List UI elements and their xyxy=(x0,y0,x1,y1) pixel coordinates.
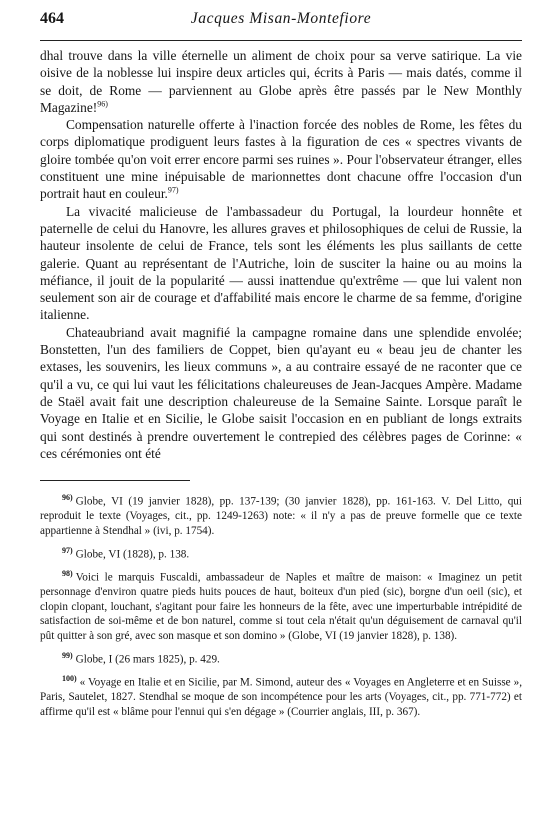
footnote xyxy=(40,672,522,720)
footnote xyxy=(40,649,522,667)
footnote xyxy=(40,567,522,644)
footnote-number: 99) xyxy=(62,650,73,660)
footnote-text: « Voyage en Italie et en Sicilie, par M. Simond, auteur des « Voyages en Angleterre et en Suisse », Paris, Sautelet, 1827. Stendhal se moque de son incompétence pour les arts (Voyages, cit., pp. 771-772) et affirme qu'il est « blâme pour l'ennui qui s'en dégage » (Courrier anglais, III, p. 367). xyxy=(40,676,522,718)
footnote-text: Globe, I (26 mars 1825), p. 429. xyxy=(75,653,220,666)
paragraph xyxy=(40,324,522,462)
page-header xyxy=(40,10,522,41)
body-text xyxy=(40,47,522,462)
footnote xyxy=(40,491,522,539)
footnote-text: Globe, VI (1828), p. 138. xyxy=(75,548,190,561)
paragraph xyxy=(40,47,522,116)
paragraph-text: dhal trouve dans la ville éternelle un aliment de choix pour sa verve satirique. La vie oisive de la noblesse lui inspire deux articles qui, écrits à Paris — mais datés, comme il se doit, de Rome — parviennent au Globe après être passés par le New Monthly Magazine! xyxy=(40,48,522,115)
page-number: 464 xyxy=(40,10,64,27)
paragraph-text: Compensation naturelle offerte à l'inaction forcée des nobles de Rome, les fêtes du corps diplomatique prodiguent leurs fastes à la figuration de ces « spectres vivants de gloire tombée qu'on voit errer encore parmi ses ruines ». Pour l'observateur étranger, elles constituent une mine inépuisable de marionnettes dont chacune offre l'occasion d'un portrait haut en couleur. xyxy=(40,117,522,202)
footnote-number: 96) xyxy=(62,493,73,503)
footnote-number: 97) xyxy=(62,545,73,555)
running-title: Jacques Misan-Montefiore xyxy=(190,10,372,27)
footnote-ref: 96) xyxy=(97,99,108,109)
footnote-text: Voici le marquis Fuscaldi, ambassadeur de Naples et maître de maison: « Imaginez un petit personnage d'environ quatre pieds huits pouces de haut, boiteux d'un pied (sic), borgne d'un oeil (sic), et clopin clopant, louchant, s'agitant pour faire les honneurs de la fête, avec une imperturbable intrépidité de satisfaction de soi-même et de bon naturel, comme si tout cela n'était qu'un déguisement de carnaval qu'il pût quitter à son gré, avec son masque et son domino » (Globe, VI (19 janvier 1828), p. 138). xyxy=(40,571,522,643)
book-page xyxy=(40,10,522,816)
footnote-number: 100) xyxy=(62,674,77,683)
footnotes xyxy=(40,491,522,719)
paragraph xyxy=(40,203,522,324)
footnote-ref: 97) xyxy=(167,185,179,195)
paragraph xyxy=(40,116,522,202)
footnote-number: 98) xyxy=(62,568,73,578)
paragraph-text: Chateaubriand avait magnifié la campagne romaine dans une splendide envolée; Bonstetten, l'un des familiers de Coppet, bien qu'ayant eu « beau jeu de chanter les extases, les souvenirs, les lieux communs », a au contraire essayé de ne raconter que ce qu'il a vu, ce qui lui vaut les félicitations chaleureuses de Jean-Jacques Ampère. Madame de Staël avait fait une description chaleureuse de la Semaine Sainte. Lorsque paraît le Voyage en Italie et en Sicilie, le Globe saisit l'occasion en en publiant de longs extraits qui sont destinés à prendre ouvertement le contrepied des célèbres pages de Corinne: « ces cérémonies ont été xyxy=(40,324,522,461)
footnote-text: Globe, VI (19 janvier 1828), pp. 137-139; (30 janvier 1828), pp. 161-163. V. Del Litto, qui reproduit le texte (Voyages, cit., pp. 1249-1263) note: « il n'y a pas de preuve formelle que ce texte appartienne à Stendhal » (ivi, p. 1754). xyxy=(40,495,522,538)
footnote xyxy=(40,544,522,562)
footnote-separator xyxy=(40,480,190,481)
paragraph-text: La vivacité malicieuse de l'ambassadeur du Portugal, la lourdeur honnête et paternelle de celui du Hanovre, les allures graves et philosophiques de celui de Russie, la hauteur insolente de celui de France, tels sont les éléments les plus saillants de cette galerie. Quant au représentant de l'Autriche, loin de susciter la haine ou au moins la méfiance, il jouit de la popularité — aussi inattendue qu'extrême — que lui valent non seulement son air de courage et d'affabilité mais encore le charme de sa femme, d'origine italienne. xyxy=(40,203,522,323)
